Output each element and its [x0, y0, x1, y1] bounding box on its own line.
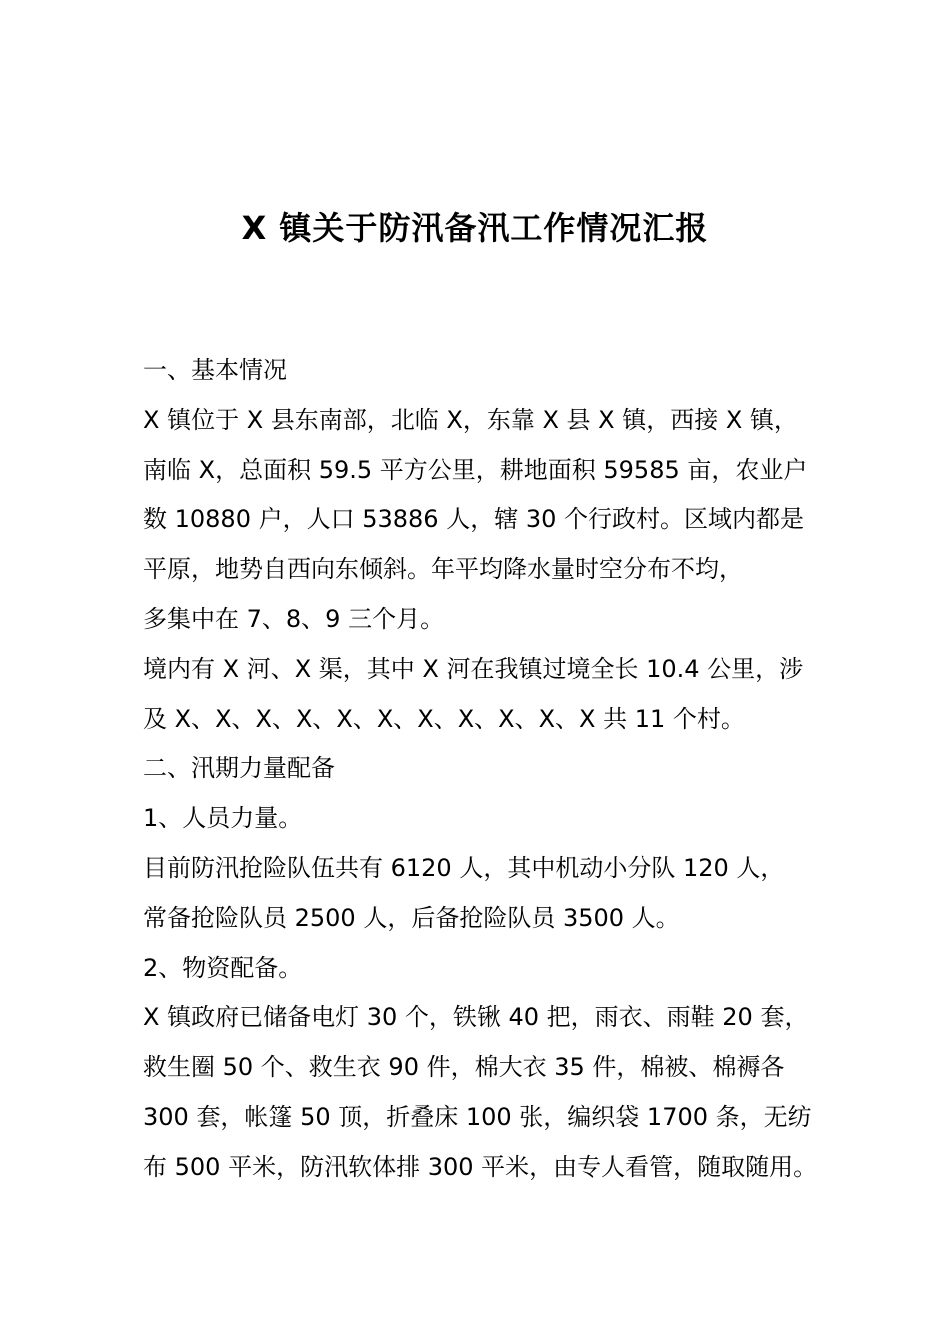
paragraph-line: X 镇政府已储备电灯 30 个，铁锹 40 把，雨衣、雨鞋 20 套，: [143, 1003, 809, 1032]
subheading-materials: 2、物资配备。: [143, 953, 303, 982]
paragraph-line: 救生圈 50 个、救生衣 90 件，棉大衣 35 件，棉被、棉褥各: [143, 1053, 785, 1082]
document-title: X 镇关于防汛备汛工作情况汇报: [241, 209, 709, 247]
paragraph-line: 南临 X，总面积 59.5 平方公里，耕地面积 59585 亩，农业户: [143, 455, 808, 484]
paragraph-line: 300 套，帐篷 50 顶，折叠床 100 张，编织袋 1700 条，无纺: [143, 1102, 812, 1131]
paragraph-line: 布 500 平米，防汛软体排 300 平米，由专人看管，随取随用。: [143, 1152, 818, 1181]
paragraph-line: X 镇位于 X 县东南部，北临 X，东靠 X 县 X 镇，西接 X 镇，: [143, 405, 798, 434]
section-heading-flood-forces: 二、汛期力量配备: [143, 754, 335, 783]
document-body: [143, 346, 823, 1193]
paragraph-line: 目前防汛抢险队伍共有 6120 人，其中机动小分队 120 人，: [143, 853, 785, 882]
section-heading-basic-info: 一、基本情况: [143, 356, 287, 384]
paragraph-line: 及 X、X、X、X、X、X、X、X、X、X、X 共 11 个村。: [143, 704, 745, 733]
paragraph-line: 平原，地势自西向东倾斜。年平均降水量时空分布不均，: [143, 555, 743, 584]
paragraph-line: 常备抢险队员 2500 人，后备抢险队员 3500 人。: [143, 903, 680, 932]
paragraph-line: 境内有 X 河、X 渠，其中 X 河在我镇过境全长 10.4 公里，涉: [143, 654, 804, 683]
subheading-personnel: 1、人员力量。: [143, 804, 303, 833]
paragraph-line: 多集中在 7、8、9 三个月。: [143, 604, 445, 633]
paragraph-line: 数 10880 户，人口 53886 人，辖 30 个行政村。区域内都是: [143, 505, 805, 534]
